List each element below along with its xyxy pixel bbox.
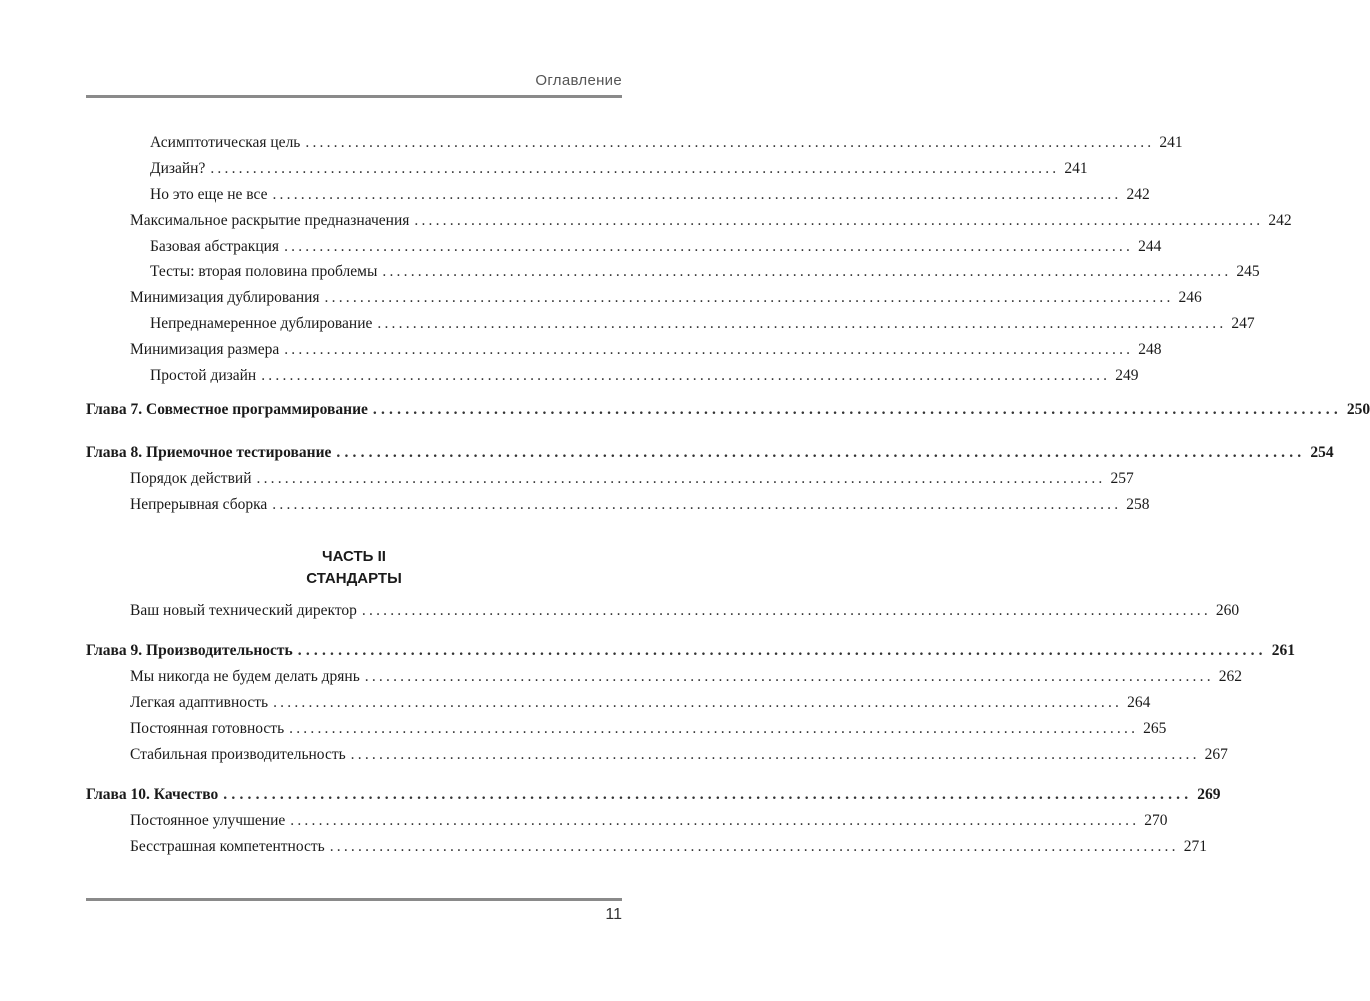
chapter-page: 250 (1346, 401, 1370, 418)
toc-entry-title: Постоянное улучшение (130, 812, 286, 829)
toc-entry-page: 245 (1236, 263, 1260, 280)
toc-entry[interactable] (150, 183, 1150, 207)
dot-leader: ........................................................................................................................ (414, 212, 1264, 229)
chapter-page: 254 (1310, 444, 1334, 461)
dot-leader: ........................................................................................................................ (350, 746, 1200, 763)
toc-entry[interactable] (130, 286, 1202, 310)
toc-chapter-8[interactable] (86, 441, 1334, 465)
toc-entry-page: 244 (1138, 238, 1162, 255)
toc-entry-title: Максимальное раскрытие предназначения (130, 212, 410, 229)
toc-entry-page: 247 (1231, 315, 1255, 332)
toc-entry-page: 267 (1204, 746, 1228, 763)
toc-chapter-9[interactable] (86, 639, 1295, 663)
toc-entry[interactable] (150, 260, 1260, 284)
toc-entry[interactable] (130, 743, 1228, 767)
toc-entry[interactable] (130, 599, 1240, 623)
header-rule (86, 95, 622, 98)
toc-entry[interactable] (150, 312, 1255, 336)
toc-entry-page: 242 (1268, 212, 1292, 229)
toc-entry-page: 270 (1144, 812, 1168, 829)
toc-entry-page: 241 (1159, 134, 1183, 151)
toc-chapter-7[interactable] (86, 398, 1370, 422)
dot-leader: ........................................................................................................................ (361, 602, 1211, 619)
toc-entry-title: Базовая абстракция (150, 238, 280, 255)
dot-leader: ........................................................................................................................ (284, 341, 1134, 358)
toc-entry[interactable] (130, 691, 1151, 715)
part-title: СТАНДАРТЫ (306, 570, 402, 587)
toc-entry[interactable] (130, 809, 1168, 833)
part-label: ЧАСТЬ II (322, 548, 386, 565)
footer-rule (86, 898, 622, 901)
chapter-title: Глава 9. Производительность (86, 642, 293, 659)
toc-entry-page: 242 (1126, 186, 1150, 203)
toc-entry[interactable] (150, 235, 1162, 259)
toc-entry-title: Непрерывная сборка (130, 496, 268, 513)
dot-leader: ........................................................................................................................ (377, 315, 1227, 332)
chapter-page: 261 (1271, 642, 1295, 659)
dot-leader: ........................................................................................................................ (223, 786, 1193, 803)
toc-entry[interactable] (150, 131, 1183, 155)
dot-leader: ........................................................................................................................ (364, 668, 1214, 685)
dot-leader: ........................................................................................................................ (336, 444, 1306, 461)
toc-entry[interactable] (150, 364, 1139, 388)
dot-leader: ........................................................................................................................ (372, 401, 1342, 418)
toc-entry-page: 241 (1064, 160, 1088, 177)
toc-entry[interactable] (130, 338, 1162, 362)
toc-entry-title: Простой дизайн (150, 367, 257, 384)
dot-leader: ........................................................................................................................ (290, 812, 1140, 829)
toc-entry-title: Легкая адаптивность (130, 694, 269, 711)
toc-entry-title: Мы никогда не будем делать дрянь (130, 668, 360, 685)
toc-entry-title: Минимизация размера (130, 341, 280, 358)
toc-entry-title: Непреднамеренное дублирование (150, 315, 373, 332)
toc-entry-title: Стабильная производительность (130, 746, 346, 763)
toc-entry-title: Тесты: вторая половина проблемы (150, 263, 378, 280)
dot-leader: ........................................................................................................................ (382, 263, 1232, 280)
toc-entry[interactable] (130, 467, 1134, 491)
toc-entry-page: 258 (1126, 496, 1150, 513)
toc-entry-title: Ваш новый технический директор (130, 602, 357, 619)
toc-entry-page: 248 (1138, 341, 1162, 358)
dot-leader: ........................................................................................................................ (329, 838, 1179, 855)
dot-leader: ........................................................................................................................ (210, 160, 1060, 177)
toc-entry-page: 260 (1215, 602, 1240, 619)
toc-chapter-10[interactable] (86, 783, 1221, 807)
toc-entry-page: 271 (1183, 838, 1207, 855)
toc-entry[interactable] (130, 665, 1243, 689)
chapter-title: Глава 10. Качество (86, 786, 219, 803)
toc-entry-page: 262 (1218, 668, 1243, 685)
toc-entry-title: Асимптотическая цель (150, 134, 301, 151)
chapter-title: Глава 7. Совместное программирование (86, 401, 368, 418)
chapter-title: Глава 8. Приемочное тестирование (86, 444, 332, 461)
dot-leader: ........................................................................................................................ (284, 238, 1134, 255)
toc-entry-title: Дизайн? (150, 160, 206, 177)
toc-entry-page: 265 (1143, 720, 1167, 737)
toc-entry-page: 264 (1127, 694, 1151, 711)
running-head: Оглавление (535, 72, 622, 89)
page-number: 11 (605, 906, 622, 923)
dot-leader: ........................................................................................................................ (256, 470, 1106, 487)
toc-entry[interactable] (130, 209, 1292, 233)
toc-entry[interactable] (130, 717, 1167, 741)
dot-leader: ........................................................................................................................ (289, 720, 1139, 737)
dot-leader: ........................................................................................................................ (272, 186, 1122, 203)
toc-entry-title: Минимизация дублирования (130, 289, 320, 306)
toc-entry[interactable] (130, 835, 1207, 859)
chapter-page: 269 (1197, 786, 1221, 803)
dot-leader: ........................................................................................................................ (297, 642, 1267, 659)
dot-leader: ........................................................................................................................ (261, 367, 1111, 384)
toc-entry-page: 249 (1115, 367, 1139, 384)
toc-entry-title: Порядок действий (130, 470, 252, 487)
dot-leader: ........................................................................................................................ (273, 694, 1123, 711)
dot-leader: ........................................................................................................................ (324, 289, 1174, 306)
toc-entry-page: 257 (1110, 470, 1134, 487)
toc-entry[interactable] (150, 157, 1088, 181)
toc-entry-title: Бесстрашная компетентность (130, 838, 325, 855)
toc-entry-title: Постоянная готовность (130, 720, 285, 737)
toc-entry-title: Но это еще не все (150, 186, 268, 203)
dot-leader: ........................................................................................................................ (272, 496, 1122, 513)
toc-entry-page: 246 (1178, 289, 1202, 306)
dot-leader: ........................................................................................................................ (305, 134, 1155, 151)
toc-entry[interactable] (130, 493, 1150, 517)
